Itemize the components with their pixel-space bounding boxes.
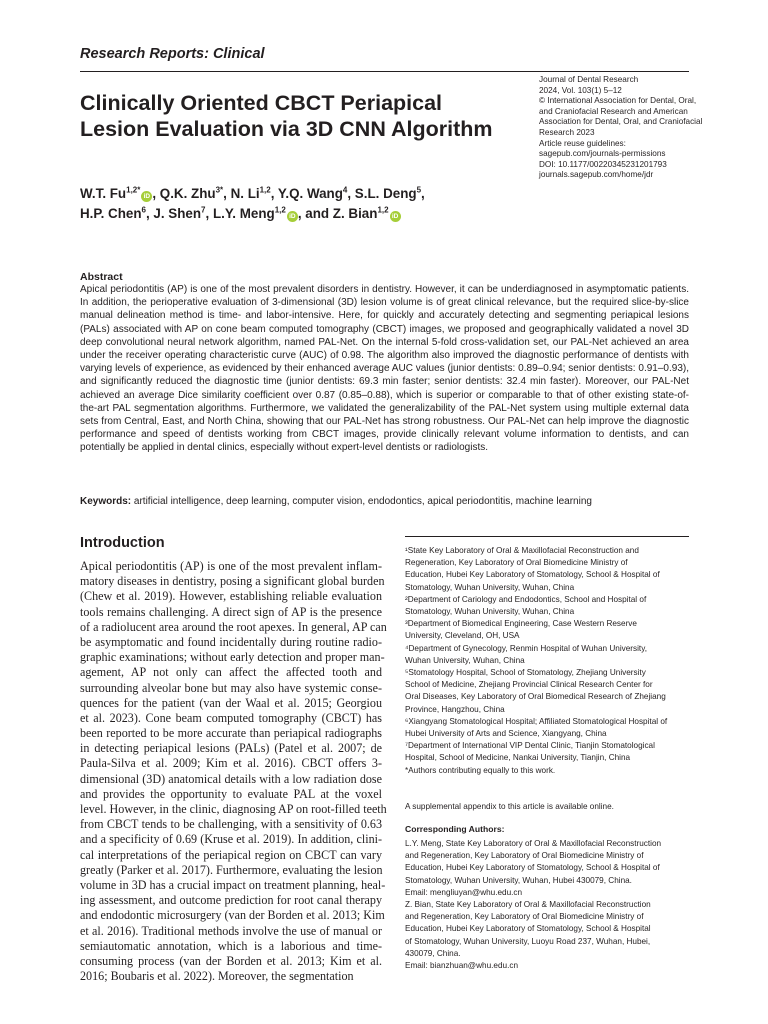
orcid-icon[interactable]: iD — [141, 191, 152, 202]
introduction-line: et al. 2016). Traditional methods involve the use of manual or — [80, 923, 382, 938]
introduction-line: quences for the patient (van der Waal et al. 2015; Georgiou — [80, 695, 382, 710]
abstract-heading: Abstract — [80, 271, 123, 283]
title-line: Lesion Evaluation via 3D CNN Algorithm — [80, 117, 493, 141]
affiliation-line: Stomatology, Wuhan University, Wuhan, China — [405, 582, 575, 592]
keywords-text: artificial intelligence, deep learning, computer vision, endodontics, apical periodontitis, machine learning — [131, 496, 592, 507]
introduction-line: been reported to be more accurate than periapical radiographs — [80, 726, 382, 741]
introduction-line: consuming process (van der Borden et al. 2013; Kim et al. — [80, 953, 382, 968]
author-affiliation: 5 — [416, 185, 422, 195]
affiliation-line: Wuhan University, Wuhan, China — [405, 655, 525, 665]
keywords-label: Keywords: — [80, 496, 132, 507]
author-line: W.T. $Fu^{1,2*}iD$ , Q.K. Zhu$^{3*}$, N. Li$^{1,2}$, Y.Q. Wang$^4$, S.L. Deng$^5$, — [80, 185, 425, 201]
corresponding-line: of Stomatology, Wuhan University, Luoyu Road 237, Wuhan, Hubei, — [405, 936, 651, 946]
introduction-line: from CBCT tends to be challenging, with a sensitivity of 0.63 — [80, 817, 382, 832]
introduction-line: and provides the opportunity to evaluate PAL at the voxel — [80, 786, 382, 801]
header-rule — [80, 71, 689, 72]
introduction-line: dimensional (3D) anatomical details with a low radiation dose — [80, 771, 382, 786]
corresponding-line: and Regeneration, Key Laboratory of Oral Biomedicine Ministry of — [405, 851, 644, 861]
corresponding-line: 430079, China. — [405, 948, 461, 958]
author-affiliation: 4 — [342, 185, 348, 195]
corresponding-line: L.Y. Meng, State Key Laboratory of Oral & Maxillofacial Reconstruction — [405, 839, 662, 848]
introduction-line: and endodontic microsurgery (van der Borden et al. 2013; Kim — [80, 908, 385, 923]
affiliation-line: Stomatology, Wuhan University, Wuhan, China — [405, 607, 575, 617]
journal-volume: 2024, Vol. 103(1) 5–12 — [539, 85, 622, 95]
affiliation-rule — [405, 536, 689, 537]
copyright-line: © International Association for Dental, Oral, — [539, 96, 697, 106]
introduction-line: surrounding alveolar bone but may also have systemic conse- — [80, 680, 382, 695]
corresponding-line: and Regeneration, Key Laboratory of Oral Biomedicine Ministry of — [405, 912, 644, 922]
affiliation-line: University, Cleveland, OH, USA — [405, 631, 520, 641]
affiliation-line: Province, Hangzhou, China — [405, 704, 505, 714]
copyright-line: Association for Dental, Oral, and Craniofacial — [539, 117, 703, 127]
journal-home-link[interactable]: journals.sagepub.com/home/jdr — [539, 170, 654, 180]
doi-link[interactable]: DOI: 10.1177/00220345231201793 — [539, 159, 667, 169]
author-line — [80, 204, 550, 224]
affiliation-line: Oral Diseases, Key Laboratory of Oral Biomedical Research of Zhejiang — [405, 692, 666, 702]
affiliation-line: School of Medicine, Zhejiang Provincial Clinical Research Center for — [405, 680, 653, 690]
introduction-line: (Chew et al. 2019). However, establishing reliable evaluation — [80, 589, 382, 604]
corresponding-line: Stomatology, Wuhan University, Wuhan, Hubei 430079, China. — [405, 875, 632, 885]
author-affiliation: 7 — [201, 205, 206, 215]
article-title — [80, 90, 530, 142]
introduction-line: volume in 3D has a crucial impact on treatment planning, heal- — [80, 877, 386, 892]
introduction-line: Apical periodontitis (AP) is one of the most prevalent inflam- — [80, 559, 382, 573]
introduction-line: 2016; Boubaris et al. 2022). Moreover, the segmentation — [80, 969, 354, 984]
author-name: , Y.Q. Wang — [270, 186, 343, 201]
author-list — [80, 184, 550, 224]
introduction-line: et al. 2023). Cone beam computed tomography (CBCT) has — [80, 710, 382, 725]
introduction-line: greatly (Parker et al. 2017). Furthermore, evaluating the lesion — [80, 862, 383, 877]
keywords — [80, 496, 689, 507]
introduction-line: of a radiolucent area around the root apexes. In general, AP can — [80, 619, 387, 634]
journal-name: Journal of Dental Research — [539, 75, 639, 84]
introduction-line: be asymptomatic and found incidentally during routine radio- — [80, 634, 382, 649]
author-affiliation: 3* — [215, 185, 224, 195]
corresponding-email[interactable]: Email: bianzhuan@whu.edu.cn — [405, 961, 518, 971]
author-affiliation: 1,2 — [377, 205, 389, 215]
orcid-icon[interactable]: iD — [287, 211, 298, 222]
affiliation-line: ⁴Department of Gynecology, Renmin Hospital of Wuhan University, — [405, 643, 647, 653]
author-affiliation: 1,2 — [259, 185, 271, 195]
author-affiliation: 1,2 — [274, 205, 286, 215]
introduction-line: in detecting periapical lesions (PALs) (Patel et al. 2007; de — [80, 741, 382, 756]
supplement-note: A supplemental appendix to this article is available online. — [405, 802, 614, 811]
corresponding-authors — [405, 838, 695, 972]
affiliation-line: ¹State Key Laboratory of Oral & Maxillofacial Reconstruction and — [405, 546, 639, 555]
copyright-line: Research 2023 — [539, 127, 595, 137]
corresponding-line: Z. Bian, State Key Laboratory of Oral & Maxillofacial Reconstruction — [405, 900, 651, 910]
corresponding-email[interactable]: Email: mengliuyan@whu.edu.cn — [405, 887, 523, 897]
author-name: , S.L. Deng — [347, 186, 417, 201]
corresponding-line: Education, Hubei Key Laboratory of Stomatology, School & Hospital — [405, 924, 651, 934]
affiliation-line: ⁷Department of International VIP Dental Clinic, Tianjin Stomatological — [405, 741, 655, 751]
affiliation-line: Education, Hubei Key Laboratory of Stomatology, School & Hospital of — [405, 570, 660, 580]
affiliation-line: Hospital, School of Medicine, Nankai University, Tianjin, China — [405, 753, 631, 763]
affiliation-line: ²Department of Cariology and Endodontics, School and Hospital of — [405, 594, 647, 604]
title-line: Clinically Oriented CBCT Periapical — [80, 91, 443, 115]
introduction-line: ing assessment, and outcome prediction for root canal therapy — [80, 893, 382, 908]
introduction-line: semiautomatic annotation, which is a laborious and time- — [80, 938, 382, 953]
author-name: , N. Li — [223, 186, 260, 201]
affiliation-line: Regeneration, Key Laboratory of Oral Biomedicine Ministry of — [405, 558, 628, 568]
author-name: W.T. Fu — [80, 186, 127, 201]
corresponding-line: Education, Hubei Key Laboratory of Stomatology, School & Hospital of — [405, 863, 660, 873]
affiliation-line: ³Department of Biomedical Engineering, Case Western Reserve — [405, 619, 637, 629]
introduction-heading: Introduction — [80, 535, 165, 551]
affiliation-line: ⁶Xiangyang Stomatological Hospital; Affiliated Stomatological Hospital of — [405, 716, 668, 726]
author-name: H.P. Chen — [80, 206, 142, 221]
introduction-line: matory diseases in dentistry, posing a significant global burden — [80, 574, 385, 589]
introduction-line: cal interpretations of the periapical region on CBCT can vary — [80, 847, 382, 862]
introduction-line: level. However, in the clinic, diagnosing AP on root-filled teeth — [80, 802, 387, 816]
introduction-line: Paula-Silva et al. 2009; Kim et al. 2016). CBCT offers 3- — [80, 756, 382, 771]
introduction-line: and a specificity of 0.69 (Kruse et al. 2019). In addition, clini- — [80, 832, 382, 847]
affiliation-line: ⁵Stomatology Hospital, School of Stomatology, Zhejiang University — [405, 668, 646, 678]
corresponding-heading: Corresponding Authors: — [405, 824, 505, 834]
journal-info — [539, 75, 714, 181]
affiliation-line: *Authors contributing equally to this work. — [405, 765, 556, 775]
author-name: , and Z. Bian — [297, 206, 378, 221]
permissions-link[interactable]: sagepub.com/journals-permissions — [539, 149, 666, 159]
author-affiliation: 6 — [141, 205, 146, 215]
introduction-text — [80, 559, 387, 984]
introduction-line: graphic examinations; without early detection and proper man- — [80, 650, 385, 665]
copyright-line: and Craniofacial Research and American — [539, 106, 688, 116]
abstract-text: Apical periodontitis (AP) is one of the most prevalent disorders in dentistry. However, it can be underdiagnosed in asymptomatic patients. In addition, the perioperative evaluation of 3-dimensional (3D) lesion volume is of great clinical relevance, but the required slice-by-slice manual delineation method is time- and labor-intensive. Here, for quickly and accurately detecting and segmenting periapical lesions (PALs) associated with AP on cone beam computed tomography (CBCT) images, we proposed and geographically validated a novel 3D deep convolutional neural network algorithm, named PAL-Net. On the internal 5-fold cross-validation set, our PAL-Net achieved an area under the receiver operating characteristic curve (AUC) of 0.98. The algorithm also improved the diagnostic performance of dentists with varying levels of experience, as evidenced by their enhanced average AUC values (junior dentists: 0.89–0.94; senior dentists: 0.91–0.93), and significantly reduced the diagnostic time (junior dentists: 69.3 min faster; senior dentists: 32.4 min faster). Moreover, our PAL-Net achieved an average Dice similarity coefficient over 0.87 (0.85–0.88), which is superior or comparable to that of other existing state-of-the-art PAL segmentation algorithms. Furthermore, we validated the generalizability of the PAL-Net system using multiple external data sets from Central, East, and North China, showing that our PAL-Net has strong robustness. Our PAL-Net can help improve the diagnostic performance and speed of dentists working from CBCT images, provide clinically relevant volume information to dentists, and can potentially be applied in dental clinics, especially without expert-level dentists or radiologists. — [80, 284, 689, 454]
introduction-line: agement, AP not only can affect the affected tooth and — [80, 665, 382, 680]
reuse-label: Article reuse guidelines: — [539, 138, 626, 148]
author-name: , Q.K. Zhu — [152, 186, 216, 201]
author-name: , J. Shen — [145, 206, 202, 221]
section-label: Research Reports: Clinical — [80, 46, 265, 62]
affiliation-line: Hubei University of Arts and Science, Xiangyang, China — [405, 729, 607, 739]
orcid-icon[interactable]: iD — [390, 211, 401, 222]
author-affiliation: 1,2* — [126, 185, 141, 195]
author-name: , L.Y. Meng — [205, 206, 275, 221]
introduction-line: tools remains challenging. A direct sign of AP is the presence — [80, 604, 382, 619]
affiliations — [405, 545, 689, 777]
